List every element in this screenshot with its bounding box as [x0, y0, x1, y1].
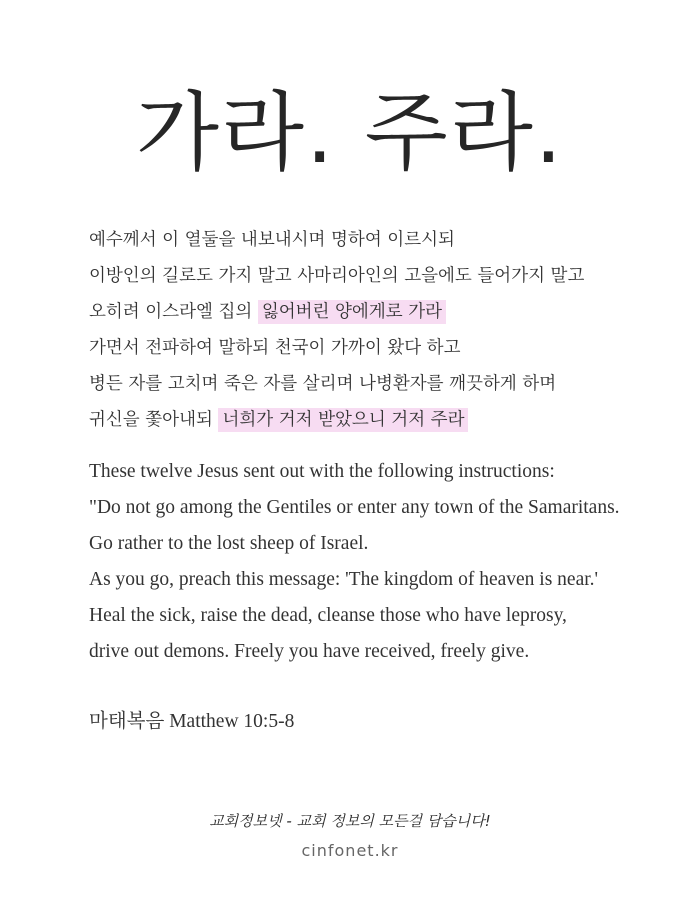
english-line-5: Heal the sick, raise the dead, cleanse those who have leprosy, [89, 605, 567, 626]
korean-line-4: 가면서 전파하여 말하되 천국이 가까이 왔다 하고 [89, 338, 461, 358]
korean-line-6 [89, 402, 669, 438]
korean-line-6-text: 귀신을 쫓아내되 [89, 410, 219, 430]
footer-tagline: 교회정보넷 - 교회 정보의 모든걸 담습니다! [209, 812, 491, 830]
english-line-2: "Do not go among the Gentiles or enter any town of the Samaritans. [89, 497, 620, 518]
korean-line-3 [89, 294, 669, 330]
korean-line-3-text: 오히려 이스라엘 집의 [89, 302, 258, 322]
footer-url[interactable]: cinfonet.kr [301, 841, 399, 860]
english-line-6: drive out demons. Freely you have received, freely give. [89, 641, 530, 662]
page-title: 가라. 주라. [135, 83, 565, 183]
korean-line-2: 이방인의 길로도 가지 말고 사마리아인의 고을에도 들어가지 말고 [89, 266, 585, 286]
highlight-go: 잃어버린 양에게로 가라 [258, 300, 446, 324]
highlight-give: 너희가 거저 받았으니 거저 주라 [218, 408, 468, 432]
english-line-4: As you go, preach this message: 'The kingdom of heaven is near.' [89, 569, 599, 590]
scripture-reference: 마태복음 Matthew 10:5-8 [89, 711, 295, 732]
korean-line-1: 예수께서 이 열둘을 내보내시며 명하여 이르시되 [89, 230, 455, 250]
english-verse [89, 454, 689, 670]
korean-verse [89, 222, 669, 438]
english-line-1: These twelve Jesus sent out with the following instructions: [89, 461, 555, 482]
english-line-3: Go rather to the lost sheep of Israel. [89, 533, 369, 554]
korean-line-5: 병든 자를 고치며 죽은 자를 살리며 나병환자를 깨끗하게 하며 [89, 374, 557, 394]
